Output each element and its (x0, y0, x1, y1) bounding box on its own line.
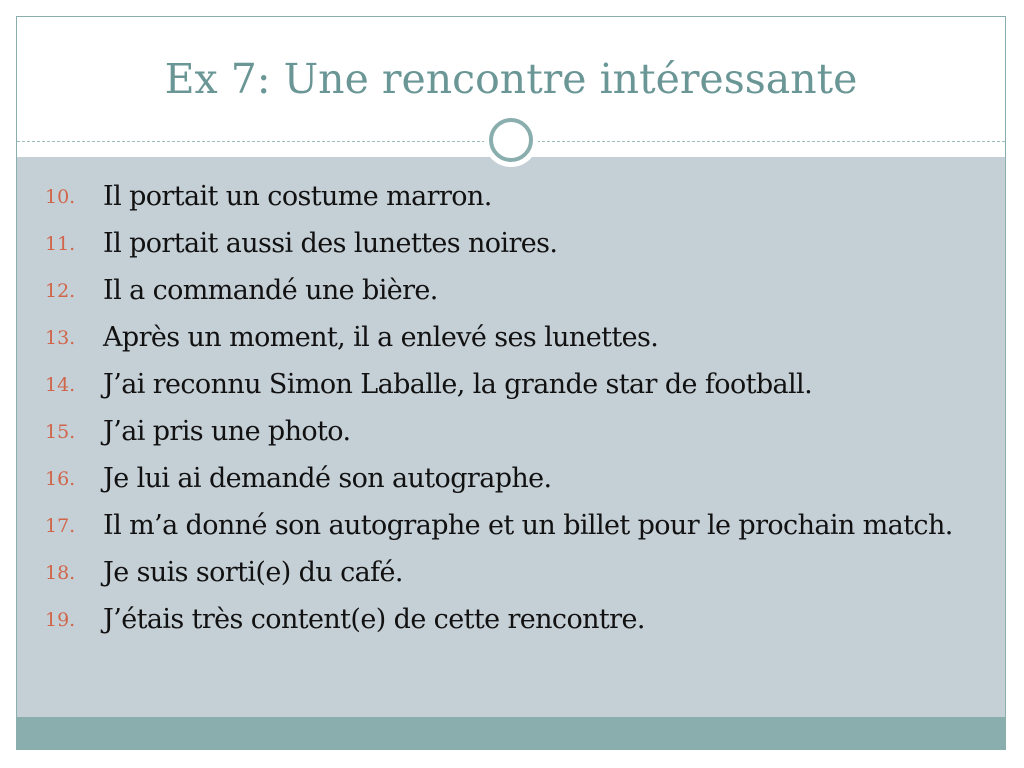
item-number: 12. (45, 280, 76, 302)
item-number: 15. (45, 421, 76, 443)
item-number: 11. (45, 233, 76, 255)
list-item (17, 320, 1005, 356)
item-text: Je suis sorti(e) du café. (103, 557, 403, 588)
item-text: Je lui ai demandé son autographe. (103, 463, 552, 494)
list-item (17, 414, 1005, 450)
footer-band (17, 717, 1005, 750)
item-number: 19. (45, 609, 76, 631)
item-number: 17. (45, 515, 76, 537)
item-text: Il a commandé une bière. (103, 275, 438, 306)
item-text: J’ai reconnu Simon Laballe, la grande star de football. (103, 369, 813, 400)
list-item (17, 461, 1005, 497)
item-text: Il portait un costume marron. (103, 181, 492, 212)
item-number: 13. (45, 327, 76, 349)
item-text: J’étais très content(e) de cette rencontre. (103, 604, 645, 635)
item-text: Il m’a donné son autographe et un billet pour le prochain match. (103, 510, 953, 541)
list-item (17, 179, 1005, 215)
item-number: 16. (45, 468, 76, 490)
circle-ornament-icon (484, 113, 538, 167)
list-item (17, 555, 1005, 591)
item-text: J’ai pris une photo. (103, 416, 351, 447)
slide-title: Ex 7: Une rencontre intéressante (164, 55, 858, 103)
item-number: 14. (45, 374, 76, 396)
ring-icon (489, 118, 533, 162)
item-number: 18. (45, 562, 76, 584)
item-text: Après un moment, il a enlevé ses lunettes. (103, 322, 659, 353)
list-item (17, 226, 1005, 262)
slide-frame (16, 16, 1006, 750)
list-item (17, 273, 1005, 309)
item-number: 10. (45, 186, 76, 208)
list-item (17, 508, 1005, 544)
numbered-list (17, 179, 1005, 649)
list-item (17, 602, 1005, 638)
item-text: Il portait aussi des lunettes noires. (103, 228, 558, 259)
list-item (17, 367, 1005, 403)
